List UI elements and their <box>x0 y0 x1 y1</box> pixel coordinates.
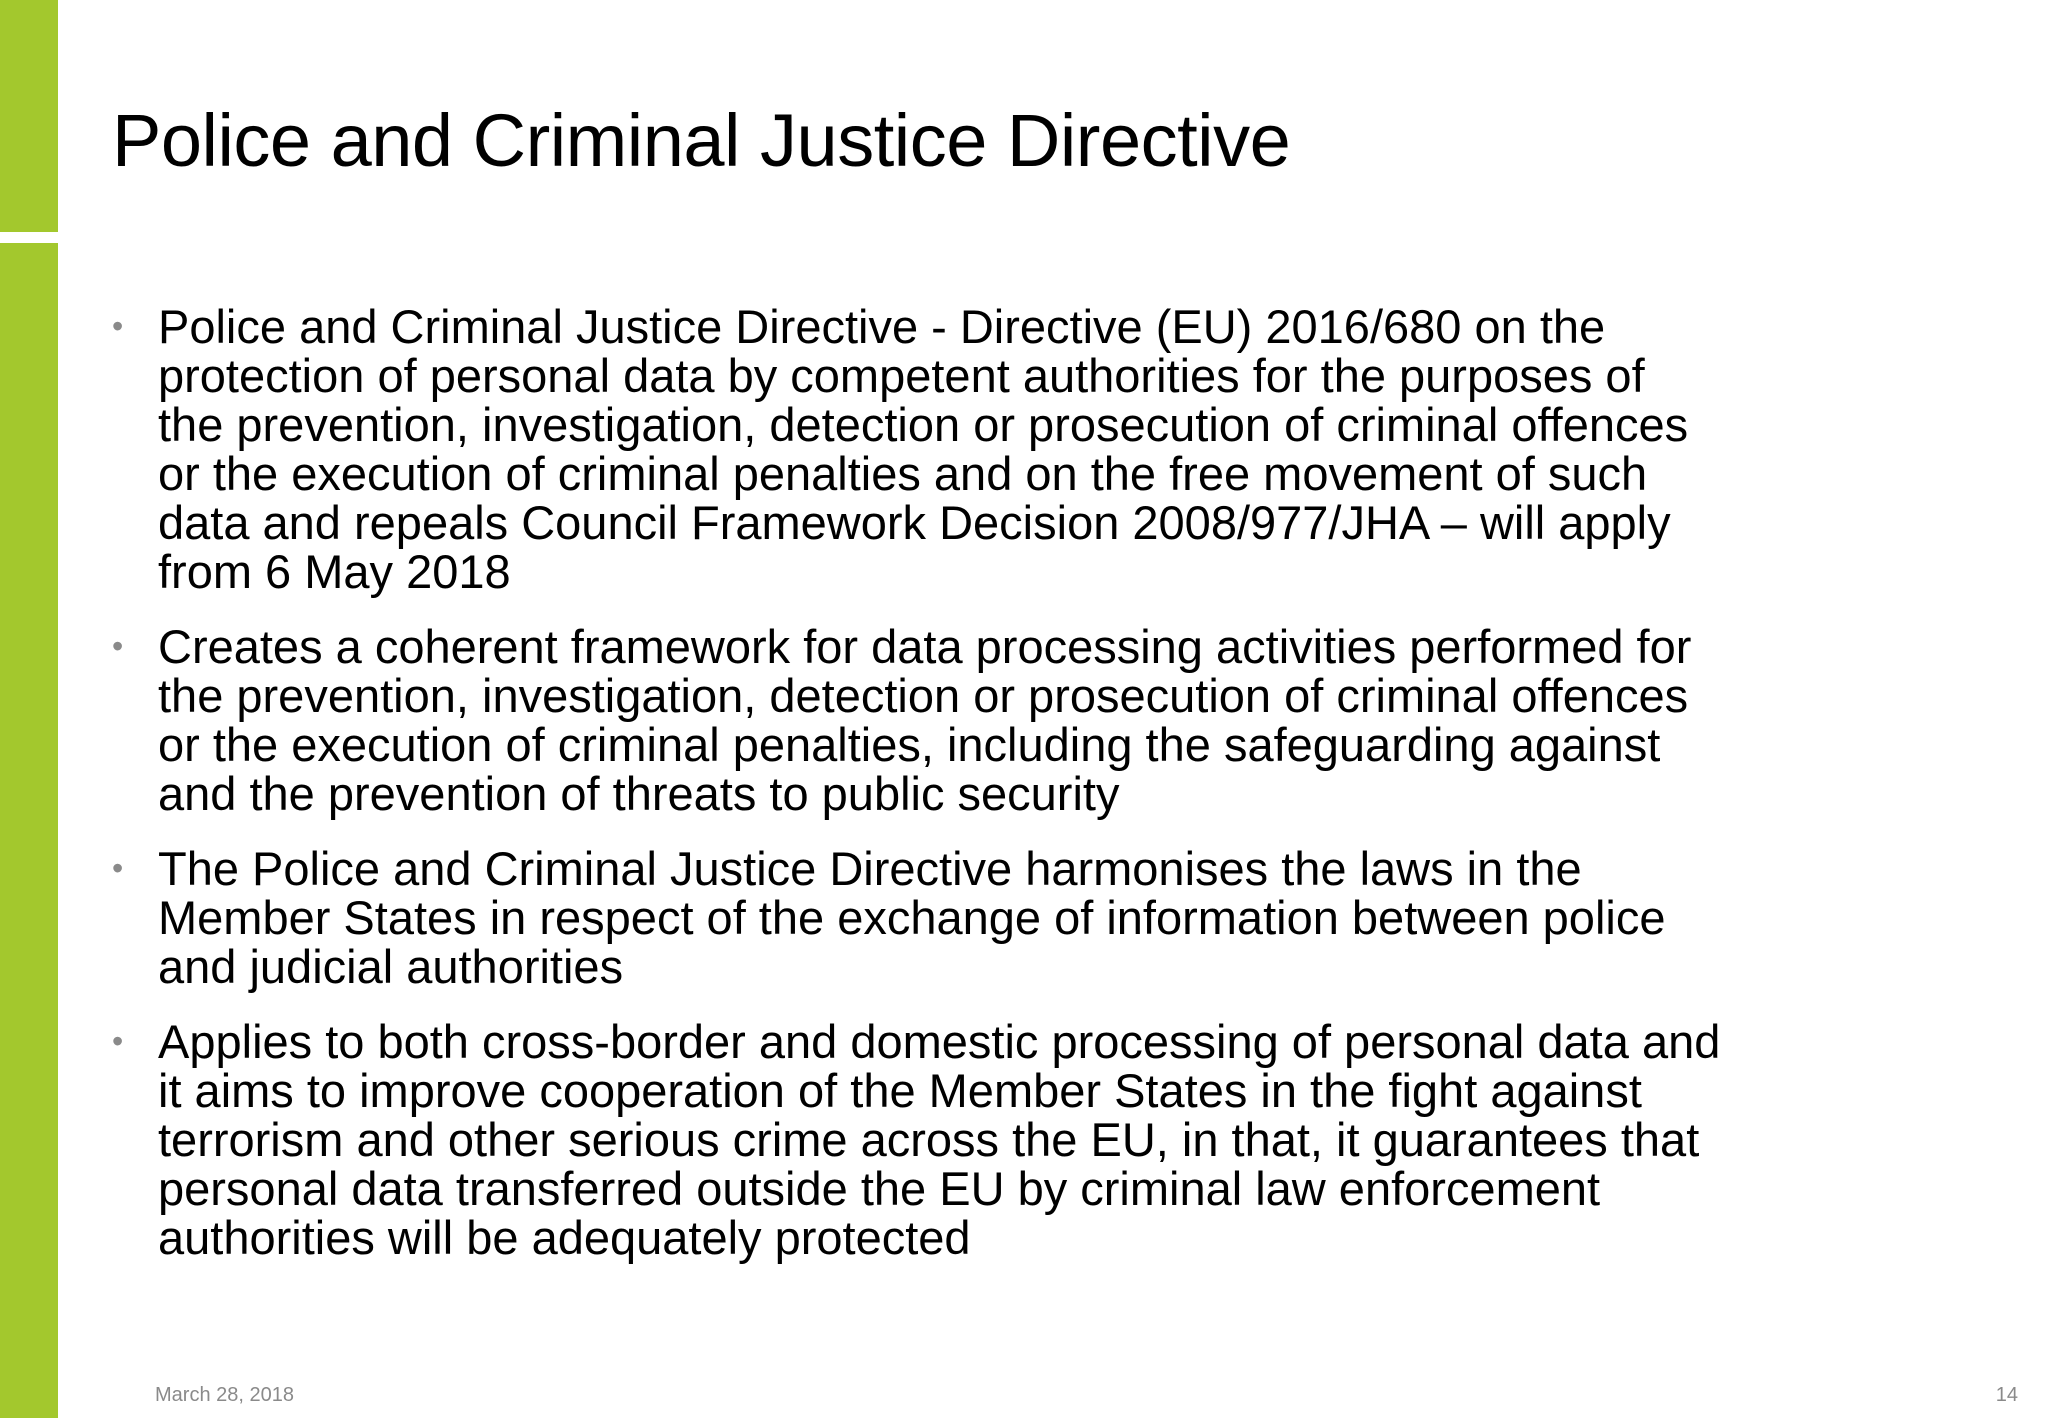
accent-bar-side <box>0 243 58 1418</box>
bullet-text-line: personal data transferred outside the EU by criminal law enforcement <box>158 1162 1601 1215</box>
bullet-text-line: Member States in respect of the exchange of information between police <box>158 891 1666 944</box>
slide-number: 14 <box>1995 1384 2018 1406</box>
accent-bar-top <box>0 0 58 232</box>
bullet-text-line: protection of personal data by competent authorities for the purposes of <box>158 349 1645 402</box>
bullet-text-line: Police and Criminal Justice Directive - Directive (EU) 2016/680 on the <box>158 300 1606 353</box>
bullet-icon: • <box>112 628 124 664</box>
bullet-icon: • <box>112 1023 124 1059</box>
bullet-text-line: The Police and Criminal Justice Directive harmonises the laws in the <box>158 842 1582 895</box>
bullet-text-line: and judicial authorities <box>158 940 624 993</box>
bullet-item <box>112 1017 1952 1262</box>
bullet-text-line: or the execution of criminal penalties, including the safeguarding against <box>158 718 1661 771</box>
bullet-icon: • <box>112 850 124 886</box>
bullet-list <box>112 302 1952 1288</box>
bullet-item <box>112 302 1952 596</box>
bullet-text-line: Applies to both cross-border and domestic processing of personal data and <box>158 1015 1721 1068</box>
bullet-item <box>112 622 1952 818</box>
bullet-icon: • <box>112 308 124 344</box>
bullet-text-line: and the prevention of threats to public security <box>158 767 1120 820</box>
slide-title: Police and Criminal Justice Directive <box>112 99 1291 182</box>
bullet-text-line: Creates a coherent framework for data processing activities performed for <box>158 620 1692 673</box>
bullet-text-line: authorities will be adequately protected <box>158 1211 971 1264</box>
bullet-text-line: data and repeals Council Framework Decision 2008/977/JHA – will apply <box>158 496 1671 549</box>
bullet-text-line: from 6 May 2018 <box>158 545 511 598</box>
bullet-item <box>112 844 1952 991</box>
bullet-text-line: terrorism and other serious crime across the EU, in that, it guarantees that <box>158 1113 1700 1166</box>
bullet-text-line: the prevention, investigation, detection or prosecution of criminal offences <box>158 669 1689 722</box>
bullet-text-line: it aims to improve cooperation of the Member States in the fight against <box>158 1064 1642 1117</box>
bullet-text-line: the prevention, investigation, detection or prosecution of criminal offences <box>158 398 1689 451</box>
footer-date: March 28, 2018 <box>155 1384 294 1406</box>
bullet-text-line: or the execution of criminal penalties and on the free movement of such <box>158 447 1648 500</box>
